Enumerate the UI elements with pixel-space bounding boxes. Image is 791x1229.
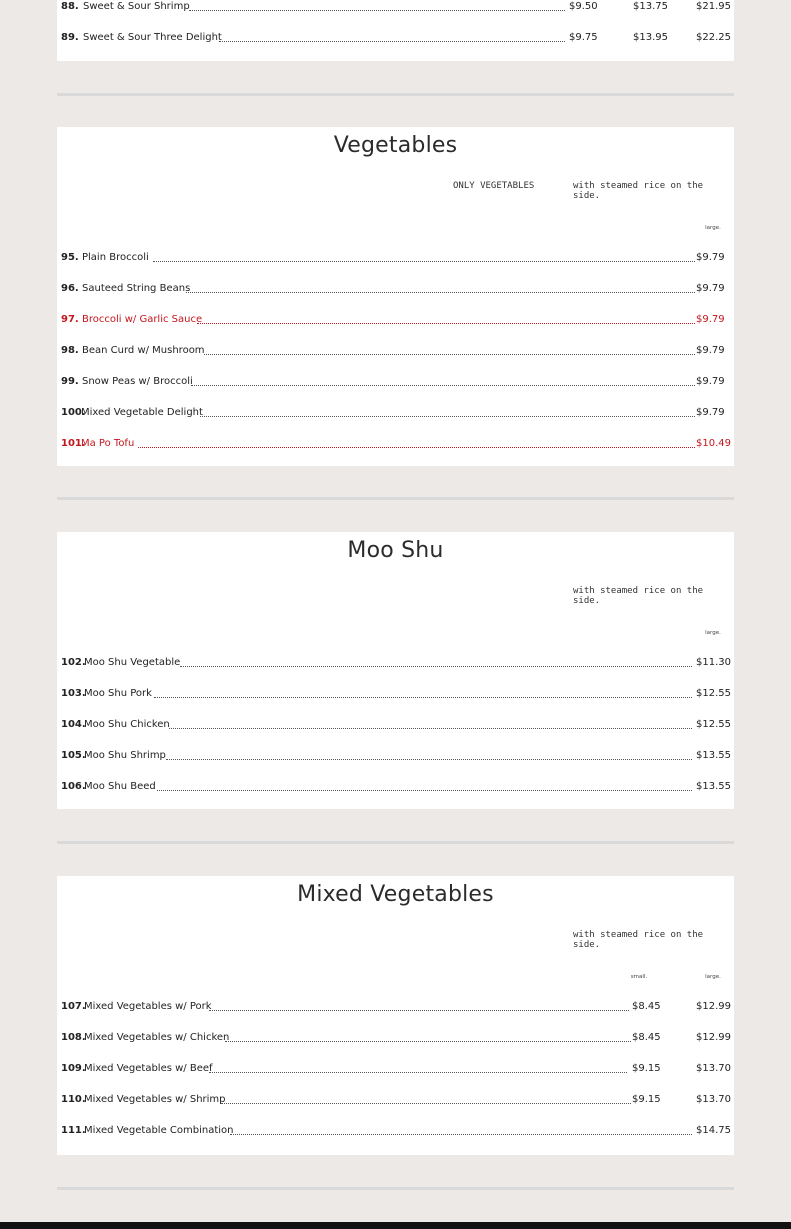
dot-leader <box>138 447 695 448</box>
menu-item-109 <box>61 1062 730 1076</box>
item-number: 97. <box>61 314 79 325</box>
only-vegetables-note: ONLY VEGETABLES <box>453 181 535 191</box>
item-name: Moo Shu Shrimp <box>84 750 166 761</box>
dot-leader <box>221 1103 631 1104</box>
price-small: $9.75 <box>569 32 598 43</box>
dot-leader <box>209 1072 627 1073</box>
menu-item-100 <box>61 406 730 420</box>
dot-leader <box>200 416 695 417</box>
dot-leader <box>166 759 692 760</box>
dot-leader <box>225 1041 631 1042</box>
item-number: 98. <box>61 345 79 356</box>
menu-item-107 <box>61 1000 730 1014</box>
column-large-label: large. <box>705 974 721 980</box>
dot-leader <box>219 41 565 42</box>
item-name: Sweet & Sour Shrimp <box>83 1 190 12</box>
item-name: Moo Shu Pork <box>84 688 152 699</box>
dot-leader <box>169 728 692 729</box>
menu-item-101 <box>61 437 730 451</box>
price-medium: $13.95 <box>633 32 668 43</box>
dot-leader <box>154 697 692 698</box>
item-name: Sauteed String Beans <box>82 283 191 294</box>
column-small-label: small. <box>630 974 648 980</box>
item-name: Bean Curd w/ Mushroom <box>82 345 205 356</box>
price-large: $13.70 <box>696 1063 731 1074</box>
dot-leader <box>197 323 695 324</box>
section-title: Vegetables <box>333 133 458 158</box>
price-large: $14.75 <box>696 1125 731 1136</box>
price-large: $13.70 <box>696 1094 731 1105</box>
steamed-rice-note: with steamed rice on the side. <box>573 586 704 606</box>
price-large: $9.79 <box>696 314 725 325</box>
price-large: $12.99 <box>696 1001 731 1012</box>
item-name: Mixed Vegetables w/ Beef <box>84 1063 213 1074</box>
item-name: Plain Broccoli <box>82 252 149 263</box>
price-large: $9.79 <box>696 345 725 356</box>
menu-item-111 <box>61 1124 730 1138</box>
menu-item-102 <box>61 656 730 670</box>
menu-item-108 <box>61 1031 730 1045</box>
item-number: 96. <box>61 283 79 294</box>
item-name: Snow Peas w/ Broccoli <box>82 376 193 387</box>
price-small: $9.50 <box>569 1 598 12</box>
price-medium: $13.75 <box>633 1 668 12</box>
price-large: $9.79 <box>696 407 725 418</box>
item-number: 99. <box>61 376 79 387</box>
vegetables-card <box>57 127 734 466</box>
item-number: 111. <box>61 1125 86 1136</box>
item-number: 101. <box>61 438 86 449</box>
item-number: 89. <box>61 32 79 43</box>
price-small: $9.15 <box>632 1094 661 1105</box>
price-large: $10.49 <box>696 438 731 449</box>
price-large: $9.79 <box>696 376 725 387</box>
section-title: Mixed Vegetables <box>297 882 494 907</box>
item-name: Broccoli w/ Garlic Sauce <box>82 314 203 325</box>
menu-item-106 <box>61 780 730 794</box>
item-number: 107. <box>61 1001 86 1012</box>
price-large: $12.55 <box>696 688 731 699</box>
section-divider <box>57 93 734 96</box>
dot-leader <box>180 666 692 667</box>
item-name: Mixed Vegetables w/ Shrimp <box>84 1094 226 1105</box>
item-number: 110. <box>61 1094 86 1105</box>
price-large: $12.99 <box>696 1032 731 1043</box>
section-divider <box>57 497 734 500</box>
menu-item-96 <box>61 282 730 296</box>
menu-item-105 <box>61 749 730 763</box>
price-small: $8.45 <box>632 1001 661 1012</box>
section-title: Moo Shu <box>347 538 444 563</box>
item-number: 95. <box>61 252 79 263</box>
menu-item-104 <box>61 718 730 732</box>
price-large: $13.55 <box>696 750 731 761</box>
mixed-vegetables-card <box>57 876 734 1155</box>
price-large: $12.55 <box>696 719 731 730</box>
dot-leader <box>209 1010 629 1011</box>
menu-item-95 <box>61 251 730 265</box>
item-name: Mixed Vegetables w/ Chicken <box>84 1032 230 1043</box>
price-large: $9.79 <box>696 252 725 263</box>
item-name: Mixed Vegetable Delight <box>81 407 203 418</box>
price-large: $11.30 <box>696 657 731 668</box>
menu-item-88 <box>61 0 730 14</box>
steamed-rice-note: with steamed rice on the side. <box>573 930 704 950</box>
item-number: 105. <box>61 750 86 761</box>
footer-bar <box>0 1222 791 1229</box>
price-large: $9.79 <box>696 283 725 294</box>
item-name: Sweet & Sour Three Delight <box>83 32 222 43</box>
item-name: Mixed Vegetables w/ Pork <box>84 1001 212 1012</box>
item-number: 108. <box>61 1032 86 1043</box>
item-name: Mixed Vegetable Combination <box>84 1125 234 1136</box>
item-number: 100. <box>61 407 86 418</box>
price-large: $13.55 <box>696 781 731 792</box>
item-number: 103. <box>61 688 86 699</box>
dot-leader <box>191 385 695 386</box>
price-large: $22.25 <box>696 32 731 43</box>
item-number: 88. <box>61 1 79 12</box>
price-small: $9.15 <box>632 1063 661 1074</box>
item-number: 104. <box>61 719 86 730</box>
item-name: Moo Shu Vegetable <box>84 657 181 668</box>
item-number: 106. <box>61 781 86 792</box>
price-small: $8.45 <box>632 1032 661 1043</box>
menu-item-110 <box>61 1093 730 1107</box>
sweet-sour-card <box>57 0 734 61</box>
price-large: $21.95 <box>696 1 731 12</box>
item-number: 109. <box>61 1063 86 1074</box>
dot-leader <box>153 261 695 262</box>
section-divider <box>57 1187 734 1190</box>
steamed-rice-note: with steamed rice on the side. <box>573 181 704 201</box>
item-name: Moo Shu Beed <box>84 781 156 792</box>
menu-item-97 <box>61 313 730 327</box>
dot-leader <box>157 790 692 791</box>
item-name: Ma Po Tofu <box>81 438 135 449</box>
item-name: Moo Shu Chicken <box>84 719 170 730</box>
menu-item-99 <box>61 375 730 389</box>
dot-leader <box>230 1134 692 1135</box>
item-number: 102. <box>61 657 86 668</box>
section-divider <box>57 841 734 844</box>
dot-leader <box>204 354 695 355</box>
column-large-label: large. <box>705 630 721 636</box>
moo-shu-card <box>57 532 734 809</box>
dot-leader <box>189 10 565 11</box>
menu-item-98 <box>61 344 730 358</box>
column-large-label: large. <box>705 225 721 231</box>
menu-item-89 <box>61 31 730 45</box>
menu-item-103 <box>61 687 730 701</box>
dot-leader <box>186 292 695 293</box>
